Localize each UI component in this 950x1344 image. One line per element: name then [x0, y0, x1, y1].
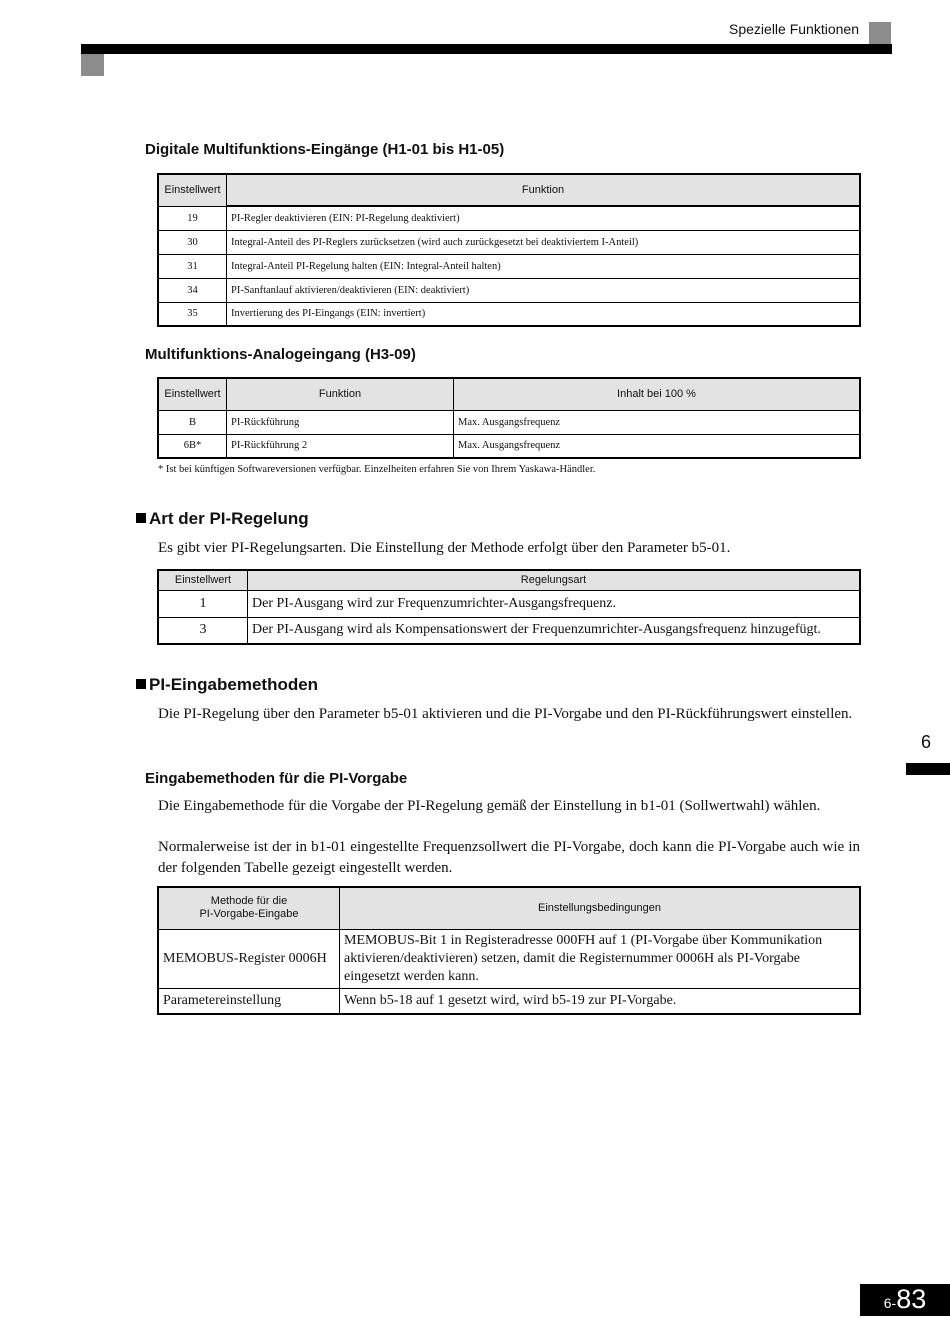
table-cell: 1 — [158, 590, 248, 617]
table-row — [158, 230, 860, 254]
table-cell: PI-Rückführung 2 — [227, 434, 454, 458]
table-cell: PI-Regler deaktivieren (EIN: PI-Regelung deaktiviert) — [227, 206, 861, 230]
running-header: Spezielle Funktionen — [729, 21, 859, 37]
table-cell: B — [158, 410, 227, 434]
digital-inputs-table — [157, 173, 861, 327]
table-cell: Integral-Anteil des PI-Reglers zurücksetzen (wird auch zurückgesetzt bei deaktiviertem I-Anteil) — [227, 230, 861, 254]
table-cell: Der PI-Ausgang wird als Kompensationswert der Frequenzumrichter-Ausgangsfrequenz hinzugefügt. — [248, 617, 861, 644]
section-heading-analog-input: Multifunktions-Analogeingang (H3-09) — [145, 346, 416, 363]
table-cell: Der PI-Ausgang wird zur Frequenzumrichter-Ausgangsfrequenz. — [248, 590, 861, 617]
table-cell: Max. Ausgangsfrequenz — [454, 434, 861, 458]
page-number — [860, 1284, 950, 1316]
table-cell: Parametereinstellung — [158, 988, 340, 1014]
header-marker-square — [869, 22, 891, 44]
table-footnote: * Ist bei künftigen Softwareversionen verfügbar. Einzelheiten erfahren Sie von Ihrem Yaskawa-Händler. — [158, 464, 596, 475]
section-heading-pi-setpoint-methods: Eingabemethoden für die PI-Vorgabe — [145, 770, 408, 787]
table-cell: 6B* — [158, 434, 227, 458]
table-cell: MEMOBUS-Bit 1 in Registeradresse 000FH auf 1 (PI-Vorgabe über Kommunikation aktivieren/deaktivieren) setzen, damit die Registernummer 0006H als PI-Vorgabe eingesetzt werden kann. — [340, 929, 861, 988]
header-line: Methode für die — [210, 895, 288, 908]
column-header: Regelungsart — [248, 570, 861, 590]
column-header: Einstellungsbedingungen — [340, 887, 861, 929]
page-number-prefix: 6- — [883, 1295, 897, 1311]
paragraph: Die PI-Regelung über den Parameter b5-01 aktivieren und die PI-Vorgabe und den PI-Rückführungswert einstellen. — [158, 706, 853, 722]
table-cell: MEMOBUS-Register 0006H — [158, 929, 340, 988]
table-row — [158, 434, 860, 458]
bullet-square-icon — [136, 679, 146, 689]
column-header — [158, 887, 340, 929]
section-heading-pi-input-methods — [136, 675, 318, 695]
table-row — [158, 929, 860, 988]
table-row — [158, 988, 860, 1014]
header-marker-square-left — [81, 54, 104, 76]
table-row — [158, 254, 860, 278]
setpoint-methods-table — [157, 886, 861, 1015]
column-header: Inhalt bei 100 % — [454, 378, 861, 410]
table-cell: PI-Sanftanlauf aktivieren/deaktivieren (EIN: deaktiviert) — [227, 278, 861, 302]
table-cell: Invertierung des PI-Eingangs (EIN: invertiert) — [227, 302, 861, 326]
header-line: PI-Vorgabe-Eingabe — [199, 908, 299, 921]
section-heading-digital-inputs: Digitale Multifunktions-Eingänge (H1-01 bis H1-05) — [145, 141, 505, 158]
control-type-table — [157, 569, 861, 645]
chapter-tab-number: 6 — [921, 732, 932, 752]
table-row — [158, 302, 860, 326]
table-row — [158, 617, 860, 644]
chapter-tab-bar — [906, 763, 950, 775]
bullet-square-icon — [136, 513, 146, 523]
header-rule — [81, 44, 892, 54]
column-header: Funktion — [227, 378, 454, 410]
table-cell: 31 — [158, 254, 227, 278]
section-heading-pi-control-type — [136, 509, 309, 529]
analog-input-table — [157, 377, 861, 459]
table-row — [158, 278, 860, 302]
table-cell: 3 — [158, 617, 248, 644]
table-cell: 19 — [158, 206, 227, 230]
paragraph: Normalerweise ist der in b1-01 eingestellte Frequenzsollwert die PI-Vorgabe, doch kann die PI-Vorgabe auch wie in der folgenden Tabelle gezeigt eingestellt werden. — [158, 839, 860, 876]
heading-text: PI-Eingabemethoden — [149, 675, 319, 694]
column-header: Funktion — [227, 174, 861, 206]
table-cell: PI-Rückführung — [227, 410, 454, 434]
table-cell: Wenn b5-18 auf 1 gesetzt wird, wird b5-19 zur PI-Vorgabe. — [340, 988, 861, 1014]
column-header: Einstellwert — [158, 570, 248, 590]
table-cell: 30 — [158, 230, 227, 254]
heading-text: Art der PI-Regelung — [149, 509, 309, 528]
table-cell: 35 — [158, 302, 227, 326]
table-row — [158, 206, 860, 230]
paragraph: Die Eingabemethode für die Vorgabe der PI-Regelung gemäß der Einstellung in b1-01 (Sollwertwahl) wählen. — [158, 798, 821, 814]
paragraph: Es gibt vier PI-Regelungsarten. Die Einstellung der Methode erfolgt über den Parameter b5-01. — [158, 540, 731, 556]
column-header: Einstellwert — [158, 378, 227, 410]
table-cell: 34 — [158, 278, 227, 302]
page-number-value: 83 — [896, 1284, 927, 1314]
table-row — [158, 410, 860, 434]
column-header: Einstellwert — [158, 174, 227, 206]
table-row — [158, 590, 860, 617]
table-cell: Max. Ausgangsfrequenz — [454, 410, 861, 434]
table-cell: Integral-Anteil PI-Regelung halten (EIN: Integral-Anteil halten) — [227, 254, 861, 278]
